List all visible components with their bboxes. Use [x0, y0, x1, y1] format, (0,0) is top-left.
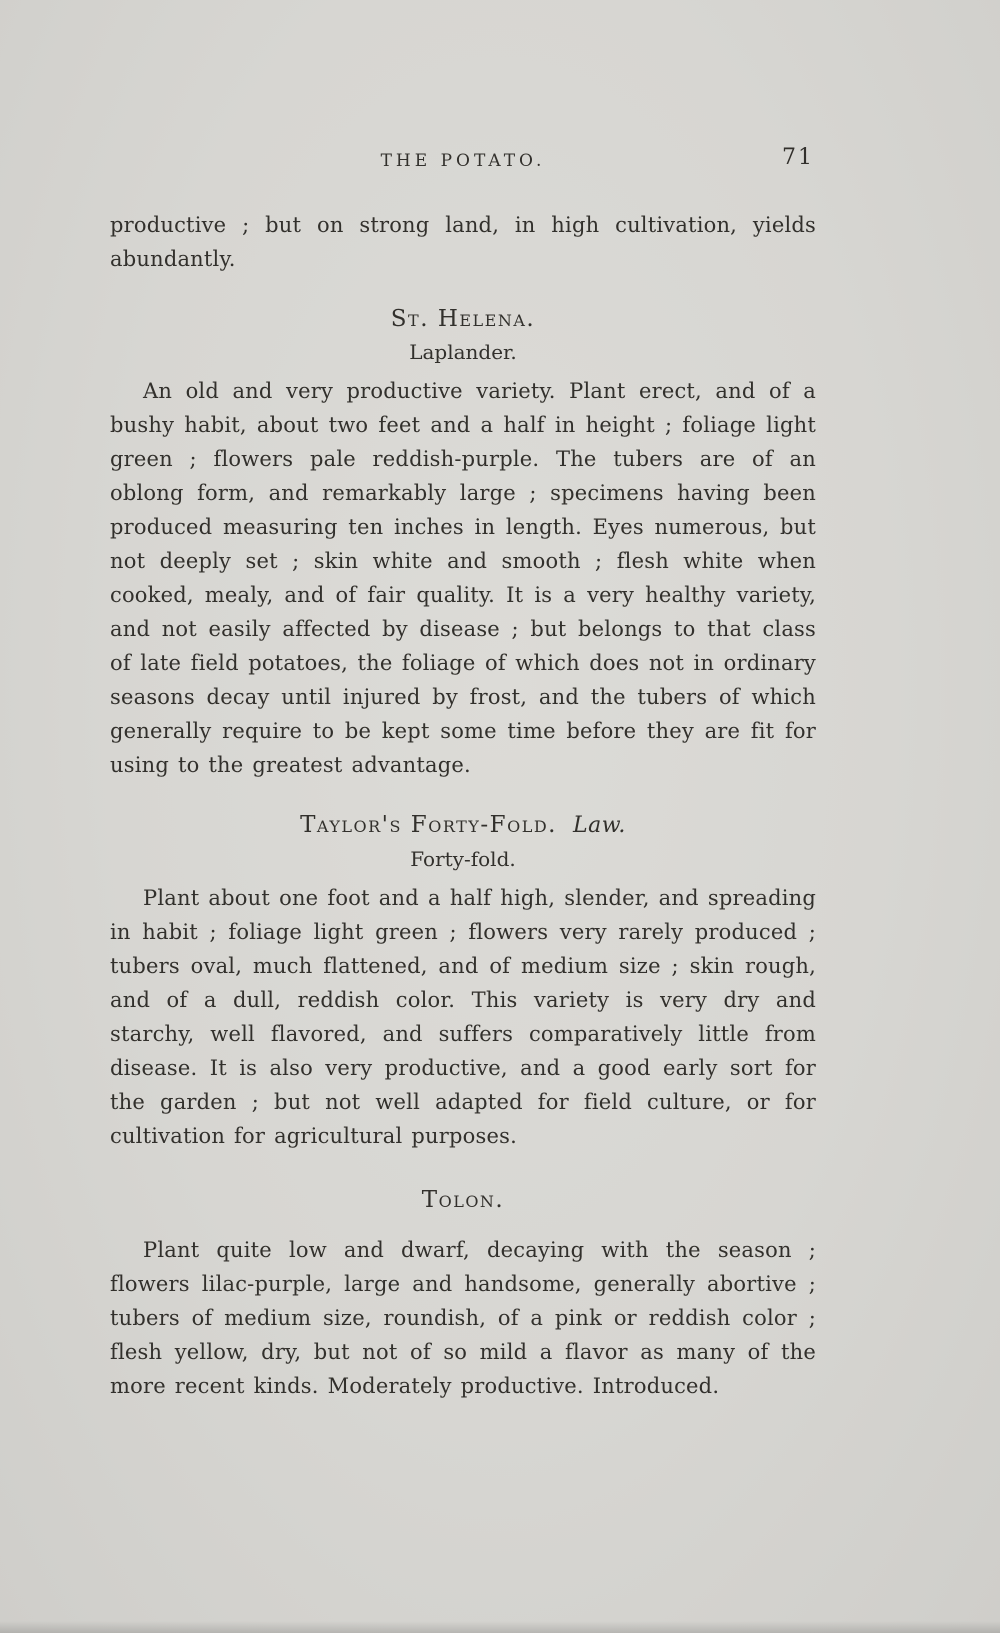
continuation-paragraph: productive ; but on strong land, in high cultivation, yields abundantly.	[110, 213, 816, 271]
section-heading	[110, 810, 816, 841]
section-heading-text: St. Helena.	[390, 306, 536, 332]
section-heading	[110, 304, 816, 334]
section-taylors-forty-fold	[110, 810, 816, 1153]
section-heading	[110, 1185, 816, 1215]
section-subheading: Laplander.	[409, 340, 517, 364]
section-tolon	[110, 1185, 816, 1403]
section-paragraph: Plant quite low and dwarf, decaying with the season ; flowers lilac-purple, large and handsome, generally abortive ; tubers of medium size, roundish, of a pink or reddish color ; flesh yellow, dry, but not of so mild a flavor as many of the more recent kinds. Moderately productive. Introduced.	[110, 1238, 816, 1398]
text-block	[110, 145, 816, 1403]
section-heading-origin: Law.	[572, 813, 626, 838]
page-bottom-shadow	[0, 1621, 1000, 1633]
section-paragraph: An old and very productive variety. Plant erect, and of a bushy habit, about two feet and a half in height ; foliage light green ; flowers pale reddish-purple. The tubers are of an oblong form, and remarkably large ; specimens having been produced measuring ten inches in length. Eyes numerous, but not deeply set ; skin white and smooth ; flesh white when cooked, mealy, and of fair quality. It is a very healthy variety, and not easily affected by disease ; but belongs to that class of late field potatoes, the foliage of which does not in ordinary seasons decay until injured by frost, and the tubers of which generally require to be kept some time before they are fit for using to the greatest advantage.	[110, 379, 816, 777]
section-paragraph: Plant about one foot and a half high, slender, and spreading in habit ; foliage light green ; flowers very rarely produced ; tubers oval, much flattened, and of medium size ; skin rough, and of a dull, reddish color. This variety is very dry and starchy, well flavored, and suffers comparatively little from disease. It is also very productive, and a good early sort for the garden ; but not well adapted for field culture, or for cultivation for agricultural purposes.	[110, 886, 816, 1148]
section-st-helena	[110, 304, 816, 782]
running-header-title: THE POTATO.	[380, 151, 546, 171]
section-heading-text: Tolon.	[421, 1187, 505, 1213]
page-number: 71	[782, 145, 814, 170]
section-subheading: Forty-fold.	[410, 847, 516, 871]
running-header	[110, 145, 816, 172]
section-heading-text: Taylor's Forty-Fold.	[300, 812, 557, 838]
